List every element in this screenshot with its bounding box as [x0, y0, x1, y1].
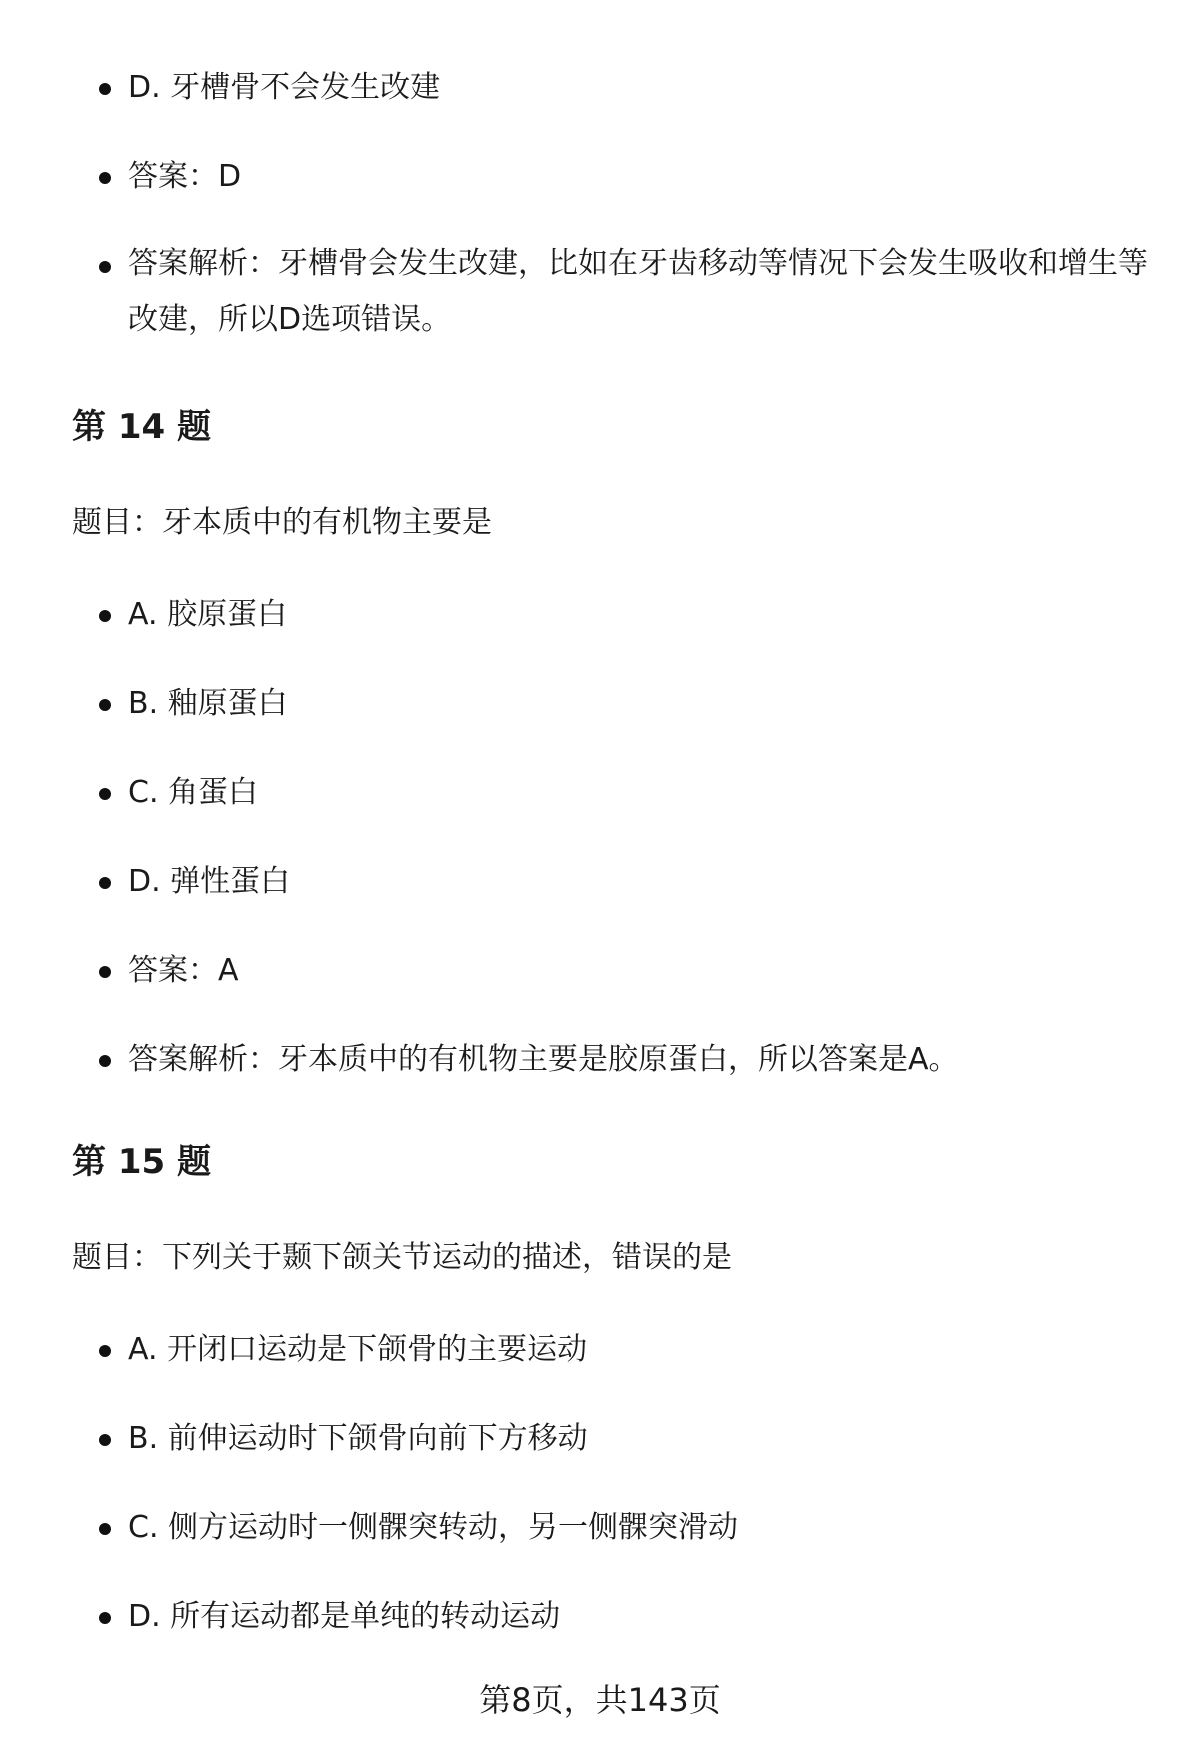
question-stem: 题目：牙本质中的有机物主要是	[72, 505, 492, 540]
answer-explanation-text: 答案解析：牙本质中的有机物主要是胶原蛋白，所以答案是A。	[128, 1042, 959, 1077]
list-item	[72, 674, 1152, 734]
q13-carryover-list	[72, 58, 1152, 377]
list-item	[72, 1498, 1152, 1558]
list-item	[72, 941, 1152, 1001]
option-a-text: A. 胶原蛋白	[128, 597, 288, 632]
option-d-text: D. 所有运动都是单纯的转动运动	[128, 1599, 561, 1634]
bullet-icon	[99, 261, 111, 273]
bullet-icon	[99, 966, 111, 978]
bullet-icon	[99, 699, 111, 711]
option-c-text: C. 侧方运动时一侧髁突转动，另一侧髁突滑动	[128, 1510, 739, 1545]
answer-explanation-text: 答案解析：牙槽骨会发生改建，比如在牙齿移动等情况下会发生吸收和增生等改建，所以D选项错误。	[128, 246, 1148, 337]
option-d-text: D. 牙槽骨不会发生改建	[128, 70, 441, 105]
list-item	[72, 147, 1152, 207]
list-item	[72, 1030, 1152, 1090]
q15-options-list	[72, 1320, 1152, 1676]
list-item	[72, 763, 1152, 823]
bullet-icon	[99, 788, 111, 800]
bullet-icon	[99, 610, 111, 622]
question-title: 第 14 题	[72, 407, 211, 447]
question-title: 第 15 题	[72, 1142, 211, 1182]
bullet-icon	[99, 83, 111, 95]
bullet-icon	[99, 1055, 111, 1067]
bullet-icon	[99, 1345, 111, 1357]
list-item	[72, 1409, 1152, 1469]
list-item	[72, 585, 1152, 645]
question-stem: 题目：下列关于颞下颌关节运动的描述，错误的是	[72, 1240, 732, 1275]
bullet-icon	[99, 1612, 111, 1624]
list-item	[72, 852, 1152, 912]
bullet-icon	[99, 1523, 111, 1535]
answer-text: 答案：D	[128, 159, 242, 194]
q14-options-list	[72, 585, 1152, 1119]
option-b-text: B. 前伸运动时下颌骨向前下方移动	[128, 1421, 588, 1456]
bullet-icon	[99, 1434, 111, 1446]
list-item	[72, 236, 1152, 348]
option-a-text: A. 开闭口运动是下颌骨的主要运动	[128, 1332, 588, 1367]
list-item	[72, 58, 1152, 118]
list-item	[72, 1320, 1152, 1380]
option-d-text: D. 弹性蛋白	[128, 864, 291, 899]
option-c-text: C. 角蛋白	[128, 775, 259, 810]
list-item	[72, 1587, 1152, 1647]
page-number-footer: 第8页，共143页	[479, 1681, 721, 1719]
answer-text: 答案：A	[128, 953, 239, 988]
bullet-icon	[99, 877, 111, 889]
bullet-icon	[99, 172, 111, 184]
option-b-text: B. 釉原蛋白	[128, 686, 288, 721]
